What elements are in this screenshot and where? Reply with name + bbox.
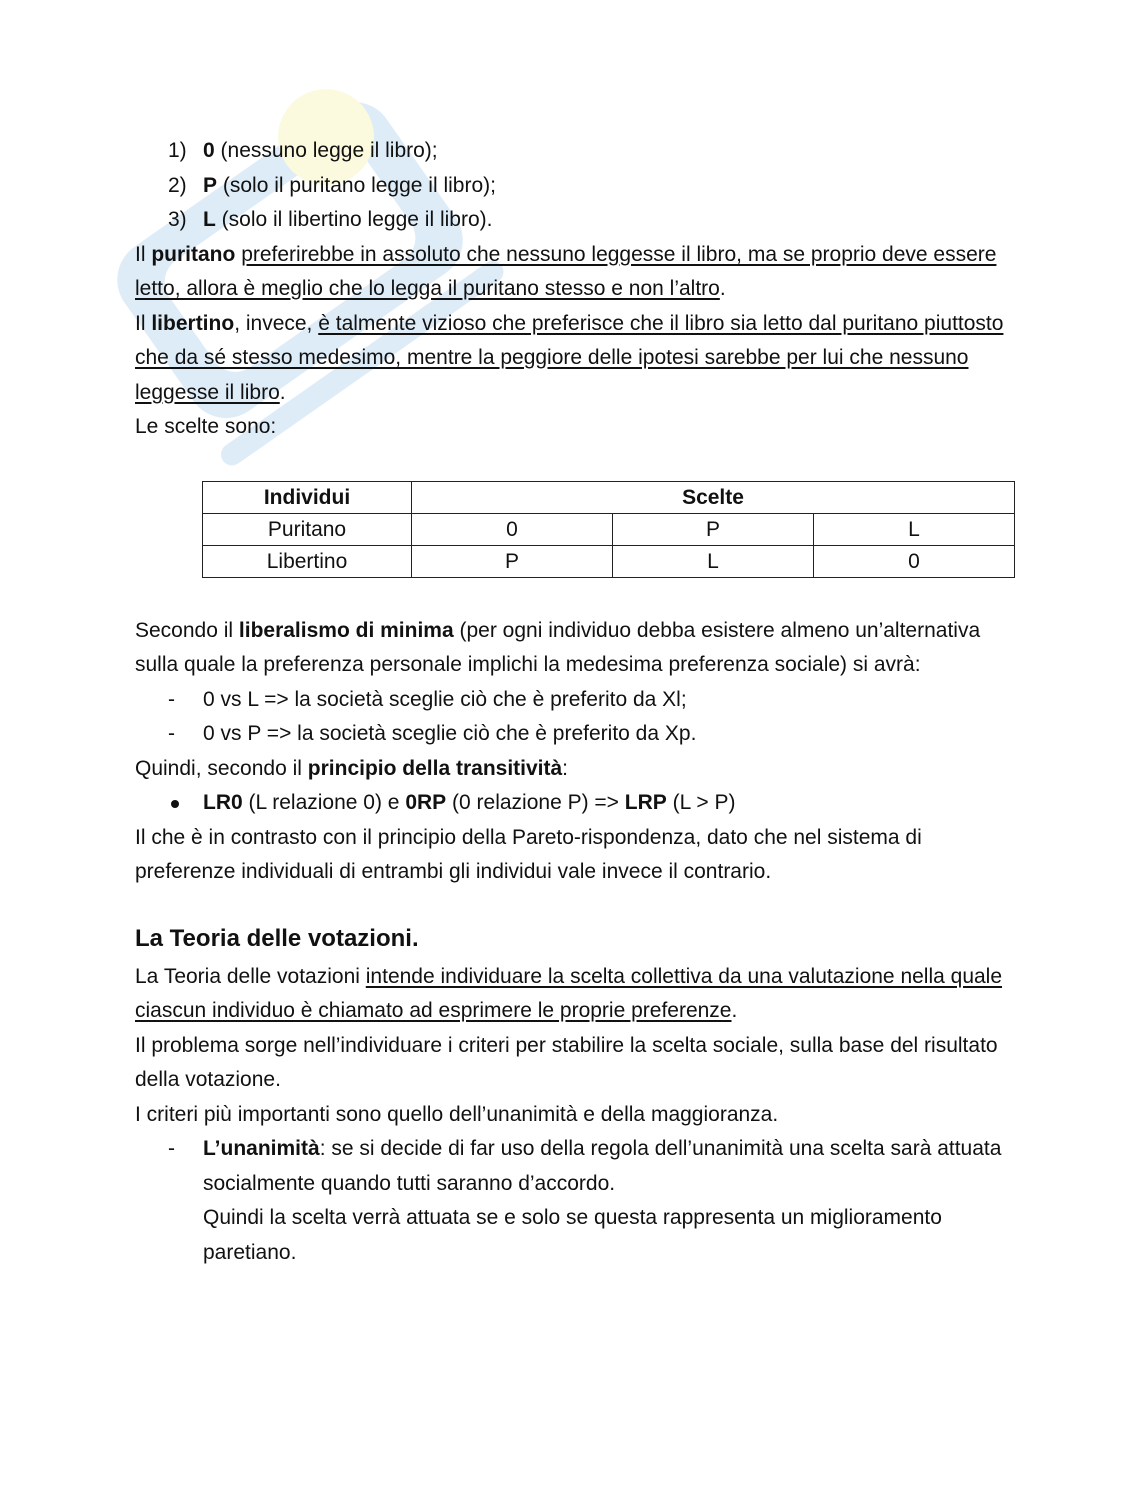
list-item-text: 0 vs L => la società sceglie ciò che è preferito da Xl; — [203, 687, 687, 711]
text-run: La Teoria delle votazioni — [135, 964, 366, 988]
table-row — [203, 513, 1015, 545]
text-run: , invece, — [234, 311, 319, 335]
bold-term: 0RP — [405, 791, 447, 814]
paragraph-criteri: I criteri più importanti sono quello dell’unanimità e della maggioranza. — [135, 1102, 779, 1126]
list-item — [135, 1132, 1015, 1201]
paragraph-problema: Il problema sorge nell’individuare i criteri per stabilire la scelta sociale, sulla base del risultato della votazione. — [135, 1033, 998, 1091]
table-cell: P — [412, 545, 613, 577]
text-run: . — [279, 380, 286, 404]
text-run: Il — [135, 242, 152, 266]
table-cell: Libertino — [203, 545, 412, 577]
list-item — [135, 169, 1015, 204]
bold-term: L’unanimità — [203, 1137, 320, 1160]
table-cell: 0 — [412, 513, 613, 545]
text-run: . — [719, 277, 726, 300]
list-number: 2) — [168, 173, 187, 197]
paragraph-liberalismo — [135, 614, 1015, 683]
text-run: : — [562, 756, 569, 780]
dash-marker: - — [168, 687, 175, 711]
dash-marker: - — [168, 1137, 175, 1160]
text-run: Quindi, secondo il — [135, 756, 308, 780]
list-item — [135, 786, 1015, 821]
list-item-bold: 0 — [203, 139, 215, 162]
paragraph-scelte-intro: Le scelte sono: — [135, 415, 277, 438]
bold-term: principio della transitività — [307, 756, 563, 780]
text-run: (0 relazione P) => — [446, 791, 625, 814]
bold-term: LR0 — [203, 791, 243, 814]
text-run: Il — [135, 311, 152, 335]
table-cell: L — [613, 545, 814, 577]
underlined-text: preferirebbe in assoluto che nessuno leggesse il libro, ma se proprio deve essere letto, allora è meglio che lo legga il puritano stesso e non l’altro — [135, 242, 997, 300]
table-header-individui: Individui — [203, 481, 412, 513]
text-run: (L > P) — [666, 791, 736, 814]
text-run: . — [731, 999, 738, 1022]
list-item-text: 0 vs P => la società sceglie ciò che è preferito da Xp. — [203, 722, 697, 745]
bullet-dot-icon — [171, 800, 179, 808]
bold-term: libertino — [151, 311, 235, 335]
table-cell: Puritano — [203, 513, 412, 545]
list-item-text: : se si decide di far uso della regola dell’unanimità una scelta sarà attuata socialmente quando tutti saranno d’accordo. — [203, 1137, 1002, 1195]
dash-list-unanimita — [135, 1132, 1015, 1270]
paragraph-libertino — [135, 307, 1015, 411]
section-title: La Teoria delle votazioni. — [135, 924, 419, 952]
document-body — [135, 134, 1015, 1270]
numbered-list — [135, 134, 1015, 238]
dash-marker: - — [168, 722, 175, 745]
text-run: (L relazione 0) e — [242, 791, 406, 814]
underlined-text: intende individuare la scelta collettiva da una valutazione nella quale ciascun individuo è chiamato ad esprimere le proprie preferenze — [135, 964, 1003, 1022]
bold-term: puritano — [151, 242, 236, 266]
bullet-list — [135, 786, 1015, 821]
list-item — [135, 717, 1015, 752]
list-item-bold: P — [203, 173, 218, 197]
text-run: (per ogni individuo debba esistere almeno un’alternativa sulla quale la preferenza personale implichi la medesima preferenza sociale) si avrà: — [135, 618, 981, 676]
list-item — [135, 134, 1015, 169]
table-row — [203, 545, 1015, 577]
list-number: 1) — [168, 139, 187, 162]
text-run: Secondo il — [135, 618, 239, 642]
table-cell: P — [613, 513, 814, 545]
underlined-text: è talmente vizioso che preferisce che il libro sia letto dal puritano piuttosto che da sé stesso medesimo, mentre la peggiore delle ipotesi sarebbe per lui che nessuno leggesse il libro — [135, 311, 1004, 404]
bold-term: liberalismo di minima — [238, 618, 454, 642]
bold-term: LRP — [624, 791, 667, 814]
paragraph-teoria — [135, 960, 1015, 1029]
list-item — [135, 683, 1015, 718]
list-item-text: (solo il puritano legge il libro); — [217, 173, 496, 197]
list-number: 3) — [168, 208, 187, 231]
table-header-row — [203, 481, 1015, 513]
dash-list — [135, 683, 1015, 752]
list-item — [135, 203, 1015, 238]
list-item-text: (nessuno legge il libro); — [214, 139, 438, 162]
list-item-bold: L — [203, 208, 216, 231]
paragraph-puritano — [135, 238, 1015, 307]
choices-table — [202, 481, 1015, 578]
list-item-text: (solo il libertino legge il libro). — [215, 208, 493, 231]
table-cell: L — [814, 513, 1015, 545]
list-item-continuation: Quindi la scelta verrà attuata se e solo se questa rappresenta un miglioramento paretiano. — [203, 1206, 942, 1264]
paragraph-contrasto: Il che è in contrasto con il principio della Pareto-rispondenza, dato che nel sistema di preferenze individuali di entrambi gli individui vale invece il contrario. — [135, 825, 922, 883]
table-cell: 0 — [814, 545, 1015, 577]
table-header-scelte: Scelte — [412, 481, 1015, 513]
paragraph-quindi — [135, 752, 1015, 787]
